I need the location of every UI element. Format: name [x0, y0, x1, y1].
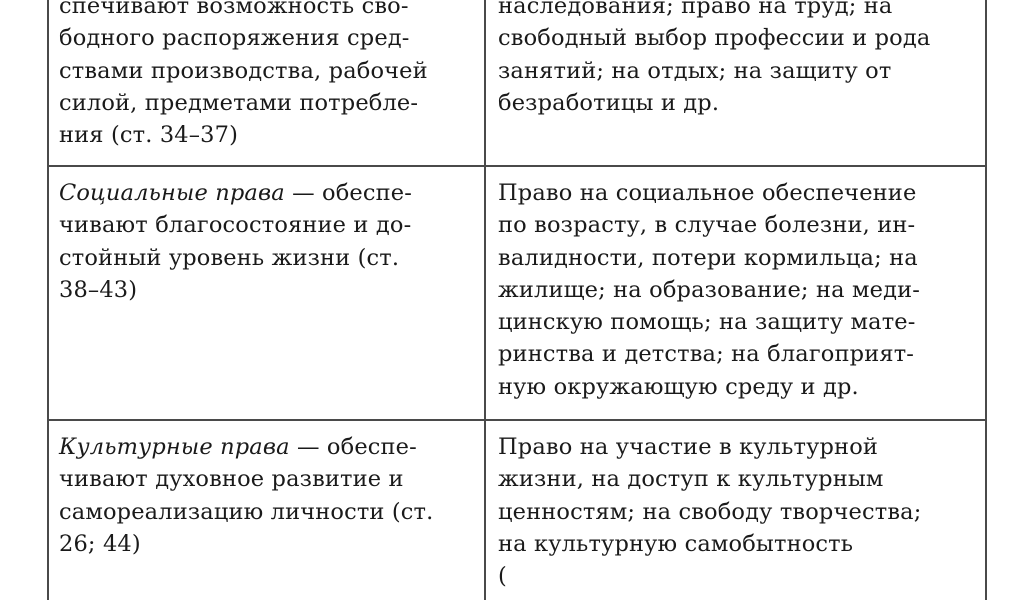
table-row-1-left-cell [59, 0, 467, 151]
cell-text-line: наследования; право на труд; на [498, 0, 893, 19]
cell-text-line [59, 431, 467, 463]
cell-text-line: ствами производства, рабочей [59, 57, 428, 84]
cell-text-line: ( [498, 563, 507, 590]
table-row-2-left-cell [59, 177, 467, 306]
cell-text-line: занятий; на отдых; на защиту от [498, 57, 892, 84]
rights-table [47, 0, 987, 600]
cell-text-line: валидности, потери кормильца; на [498, 244, 918, 271]
cell-text-line: чивают благосостояние и до- [59, 212, 412, 239]
cell-text-line: Право на участие в культурной [498, 434, 879, 460]
cell-text-line: Право на социальное обеспечение [498, 180, 917, 206]
cell-text-fragment: — обеспе- [284, 180, 413, 206]
table-right-border [985, 0, 987, 600]
cell-text-line: по возрасту, в случае болезни, ин- [498, 212, 916, 239]
cell-text-line: самореализацию личности (ст. [59, 498, 434, 525]
cell-text-line: 26; 44) [59, 530, 141, 557]
table-row-3-right-cell [498, 431, 973, 592]
table-row-2-right-cell [498, 177, 973, 403]
cell-text-line: стойный уровень жизни (ст. [59, 244, 400, 271]
cell-text-line: ния (ст. 34–37) [59, 122, 239, 149]
cell-text-line [59, 177, 467, 209]
row-divider [47, 165, 987, 167]
table-row-1-right-cell [498, 0, 973, 119]
table-row-3-left-cell [59, 431, 467, 560]
cell-text-line: ценностям; на свободу творчества; [498, 498, 922, 525]
cell-text-line: силой, предметами потребле- [59, 89, 419, 116]
cell-text-line: бодного распоряжения сред- [59, 25, 410, 52]
table-left-border [47, 0, 49, 600]
cell-text-line: 38–43) [59, 276, 138, 303]
cell-text-fragment: — обеспе- [289, 434, 417, 460]
cell-text-line: безработицы и др. [498, 89, 720, 116]
cell-text-line: цинскую помощь; на защиту мате- [498, 309, 916, 336]
term-cultural-rights: Культурные права [59, 434, 290, 460]
cell-text-line: жизни, на доступ к культурным [498, 466, 884, 493]
row-divider [47, 419, 987, 421]
cell-text-line: чивают духовное развитие и [59, 466, 404, 493]
table-column-divider [484, 0, 486, 600]
cell-text-line: свободный выбор профессии и рода [498, 25, 931, 52]
cell-text-line: ринства и детства; на благоприят- [498, 341, 915, 368]
cell-text-line: ную окружающую среду и др. [498, 373, 859, 400]
cell-text-line: спечивают возможность сво- [59, 0, 409, 19]
cell-text-line: на культурную самобытность [498, 530, 854, 557]
cell-text-line: жилище; на образование; на меди- [498, 276, 920, 303]
term-social-rights: Социальные права [59, 180, 285, 206]
